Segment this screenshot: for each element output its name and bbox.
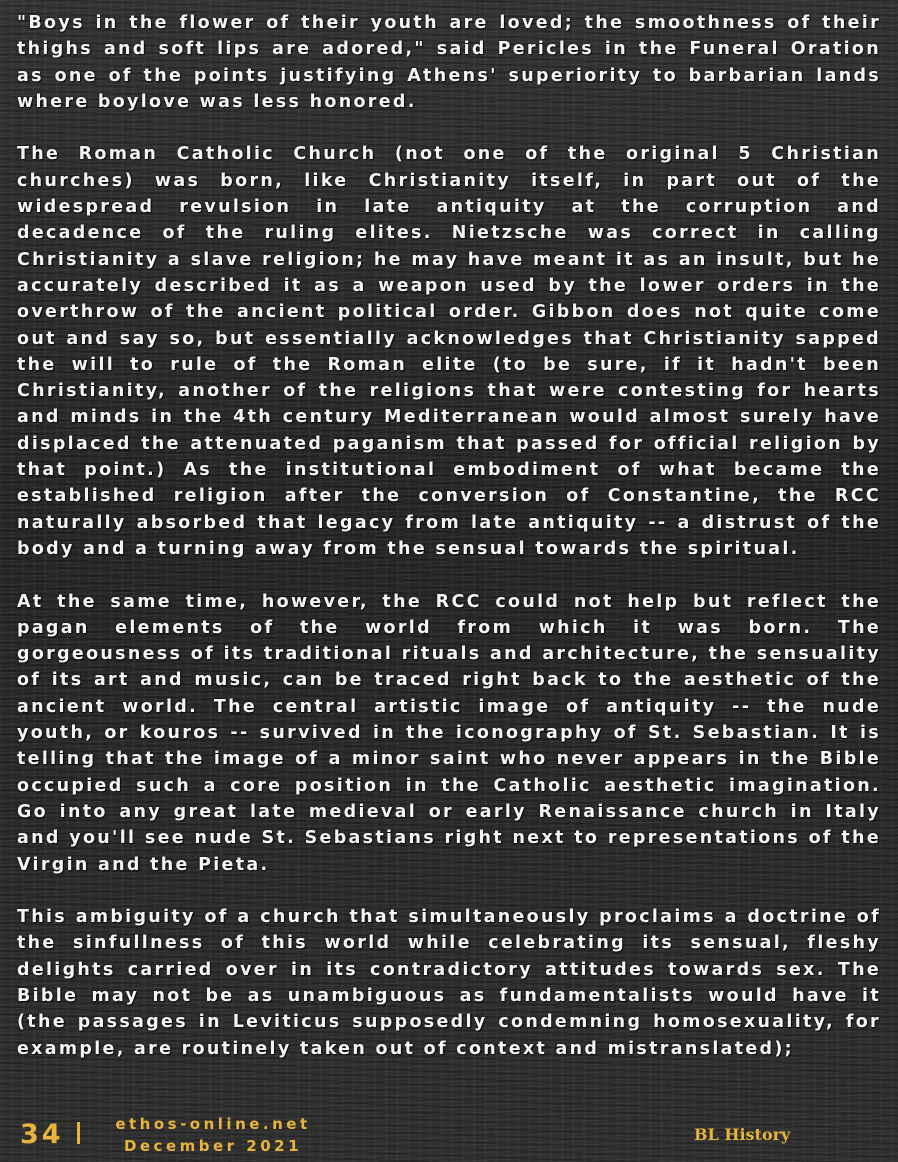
article-body bbox=[17, 10, 881, 1062]
paragraph-pagan-elements: At the same time, however, the RCC could not help but reflect the pagan elements of the world from which it was born. The gorgeousness of its traditional rituals and architecture, the sensuality of its art and music, can be traced right back to the aesthetic of the ancient world. The central artistic image of antiquity -- the nude youth, or kouros -- survived in the iconography of St. Sebastian. It is telling that the image of a minor saint who never appears in the Bible occupied such a core position in the Catholic aesthetic imagination. Go into any great late medieval or early Renaissance church in Italy and you'll see nude St. Sebastians right next to representations of the Virgin and the Pieta. bbox=[17, 591, 881, 875]
paragraph-ambiguity: This ambiguity of a church that simultaneously proclaims a doctrine of the sinfullness of this world while celebrating its sensual, fleshy delights carried over in its contradictory attitudes towards sex. The Bible may not be as unambiguous as fundamentalists would have it (the passages in Leviticus supposedly condemning homosexuality, for example, are routinely taken out of context and mistranslated); bbox=[17, 907, 881, 1059]
publication-info bbox=[88, 1113, 338, 1157]
paragraph-roman-catholic-church: The Roman Catholic Church (not one of the original 5 Christian churches) was born, like Christianity itself, in part out of the widespread revulsion in late antiquity at the corruption and decadence of the ruling elites. Nietzsche was correct in calling Christianity a slave religion; he may have meant it as an insult, but he accurately described it as a weapon used by the lower orders in the overthrow of the ancient political order. Gibbon does not quite come out and say so, but essentially acknowledges that Christianity sapped the will to rule of the Roman elite (to be sure, if it hadn't been Christianity, another of the religions that were contesting for hearts and minds in the 4th century Mediterranean would almost surely have displaced the attenuated paganism that passed for official religion by that point.) As the institutional embodiment of what became the established religion after the conversion of Constantine, the RCC naturally absorbed that legacy from late antiquity -- a distrust of the body and a turning away from the sensual towards the spiritual. bbox=[17, 144, 881, 559]
footer-divider bbox=[77, 1122, 80, 1144]
page-number: 34 bbox=[20, 1119, 64, 1150]
issue-date: December 2021 bbox=[123, 1137, 303, 1155]
paragraph-pericles-quote: "Boys in the flower of their youth are loved; the smoothness of their thighs and soft lips are adored," said Pericles in the Funeral Oration as one of the points justifying Athens' superiority to barbarian lands where boylove was less honored. bbox=[17, 13, 881, 112]
site-name: ethos-online.net bbox=[115, 1115, 311, 1133]
section-label: BL History bbox=[694, 1125, 791, 1144]
